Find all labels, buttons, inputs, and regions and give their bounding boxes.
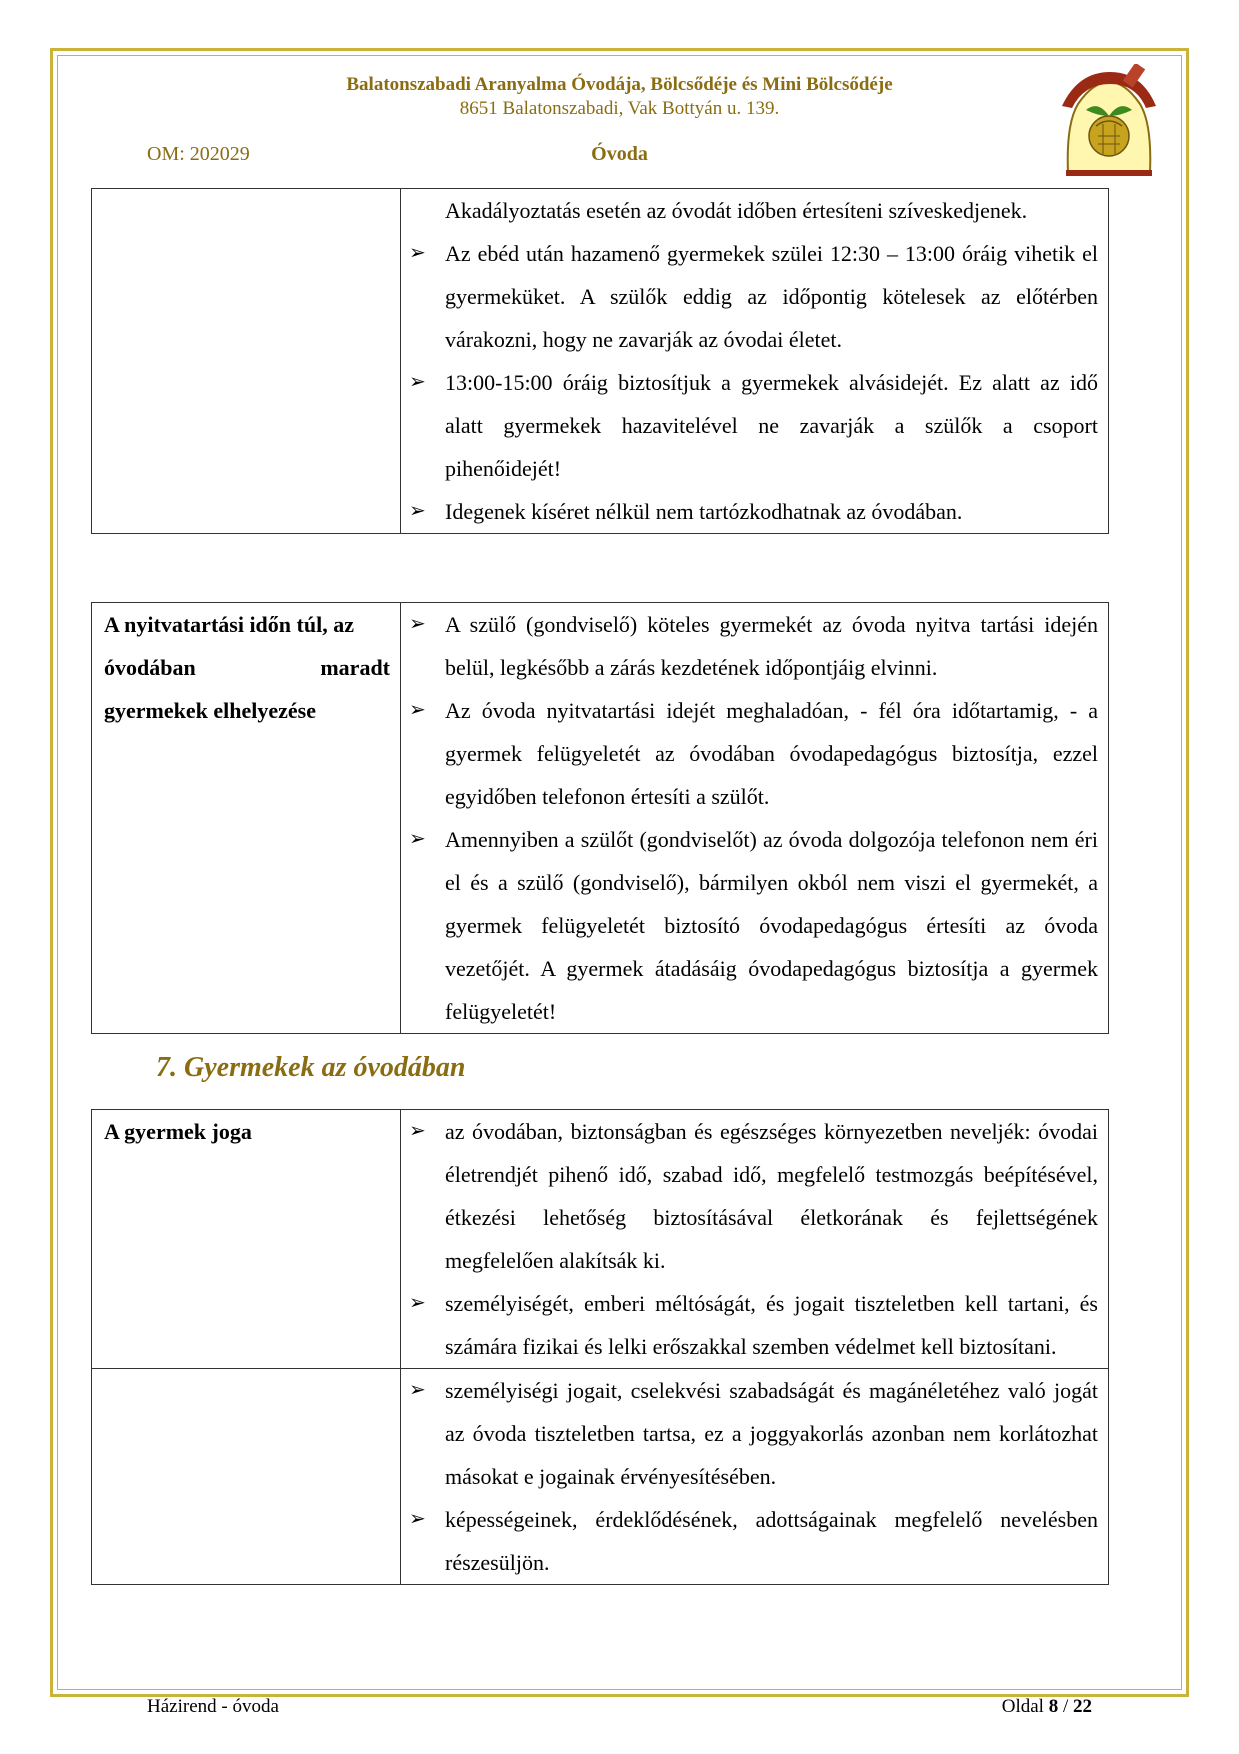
- arrow-bullet-icon: ➢: [409, 1292, 426, 1314]
- table-child-rights: [91, 1109, 1109, 1585]
- list-item-continuation: Akadályoztatás esetén az óvodát időben értesíteni szíveskedjenek.: [445, 198, 1028, 223]
- list-item: ➢ Idegenek kíséret nélkül nem tartózkodhatnak az óvodában.: [401, 490, 1108, 533]
- arrow-bullet-icon: ➢: [409, 371, 426, 393]
- golden-apple-bell-logo-icon: [1058, 64, 1160, 180]
- institution-address: 8651 Balatonszabadi, Vak Bottyán u. 139.: [459, 98, 780, 119]
- table-label-cell: [92, 189, 401, 534]
- om-number: OM: 202029: [147, 143, 250, 165]
- table-content-cell: [401, 603, 1109, 1034]
- table-content-cell: [401, 189, 1109, 534]
- table-after-hours: [91, 602, 1109, 1034]
- label-line: gyermekek elhelyezése: [104, 698, 316, 723]
- list-item: ➢ Amennyiben a szülőt (gondviselőt) az óvoda dolgozója telefonon nem éri el és a szülő (gondviselő), bármilyen okból nem viszi el gyermekét, a gyermek felügyeletét biztosító óvodapedagógus értesíti az óvoda vezetőjét. A gyermek átadásáig óvodapedagógus biztosítja a gyermek felügyeletét!: [401, 818, 1108, 1033]
- label-line: óvodában maradt: [104, 655, 390, 680]
- table-row: [92, 1110, 1109, 1369]
- arrow-bullet-icon: ➢: [409, 500, 426, 522]
- table-label-cell: [92, 603, 401, 1034]
- institution-name: Balatonszabadi Aranyalma Óvodája, Bölcsődéje és Mini Bölcsődéje: [346, 74, 893, 95]
- list-item: ➢ Az óvoda nyitvatartási idejét meghaladóan, - fél óra időtartamig, - a gyermek felügyeletét az óvodában óvodapedagógus biztosítja, ezzel egyidőben telefonon értesíti a szülőt.: [401, 689, 1108, 818]
- arrow-bullet-icon: ➢: [409, 613, 426, 635]
- arrow-bullet-icon: ➢: [409, 699, 426, 721]
- arrow-bullet-icon: ➢: [409, 1120, 426, 1142]
- list-item: ➢ személyiségét, emberi méltóságát, és jogait tiszteletben kell tartani, és számára fizikai és lelki erőszakkal szemben védelmet kell biztosítani.: [401, 1282, 1108, 1368]
- label-line: A nyitvatartási időn túl, az: [104, 612, 354, 637]
- table-content-cell: [401, 1369, 1109, 1585]
- table-row: [92, 603, 1109, 1034]
- table-label-cell: A gyermek joga: [92, 1110, 401, 1369]
- list-item: ➢ Az ebéd után hazamenő gyermekek szülei 12:30 – 13:00 óráig vihetik el gyermeküket. A szülők eddig az időpontig kötelesek az előtérben várakozni, hogy ne zavarják az óvodai életet.: [401, 232, 1108, 361]
- list-item: ➢ 13:00-15:00 óráig biztosítjuk a gyermekek alvásidejét. Ez alatt az idő alatt gyermekek hazavitelével ne zavarják a szülők a csoport pihenőidejét!: [401, 361, 1108, 490]
- arrow-bullet-icon: ➢: [409, 242, 426, 264]
- table-continuation: [91, 188, 1109, 534]
- arrow-bullet-icon: ➢: [409, 1508, 426, 1530]
- list-item: ➢ személyiségi jogait, cselekvési szabadságát és magánéletéhez való jogát az óvoda tiszteletben tartsa, ez a joggyakorlás azonban nem korlátozhat másokat e jogainak érvényesítésében.: [401, 1369, 1108, 1498]
- table-content-cell: [401, 1110, 1109, 1369]
- footer-page-number: Oldal 8 / 22: [1001, 1696, 1092, 1717]
- arrow-bullet-icon: ➢: [409, 1379, 426, 1401]
- footer-document-name: Házirend - óvoda: [147, 1696, 279, 1717]
- section-heading: 7. Gyermekek az óvodában: [156, 1052, 466, 1083]
- list-item: ➢ az óvodában, biztonságban és egészséges környezetben neveljék: óvodai életrendjét pihenő idő, szabad idő, megfelelő testmozgás beépítésével, étkezési lehetőség biztosításával életkorának és fejlettségének megfelelően alakítsák ki.: [401, 1110, 1108, 1282]
- section-name: Óvoda: [591, 143, 648, 165]
- arrow-bullet-icon: ➢: [409, 828, 426, 850]
- list-item: ➢ A szülő (gondviselő) köteles gyermekét az óvoda nyitva tartási idején belül, legkésőbb a zárás kezdetének időpontjáig elvinni.: [401, 603, 1108, 689]
- table-label-cell: [92, 1369, 401, 1585]
- list-item: ➢ képességeinek, érdeklődésének, adottságainak megfelelő nevelésben részesüljön.: [401, 1498, 1108, 1584]
- table-row: [92, 1369, 1109, 1585]
- table-row: [92, 189, 1109, 534]
